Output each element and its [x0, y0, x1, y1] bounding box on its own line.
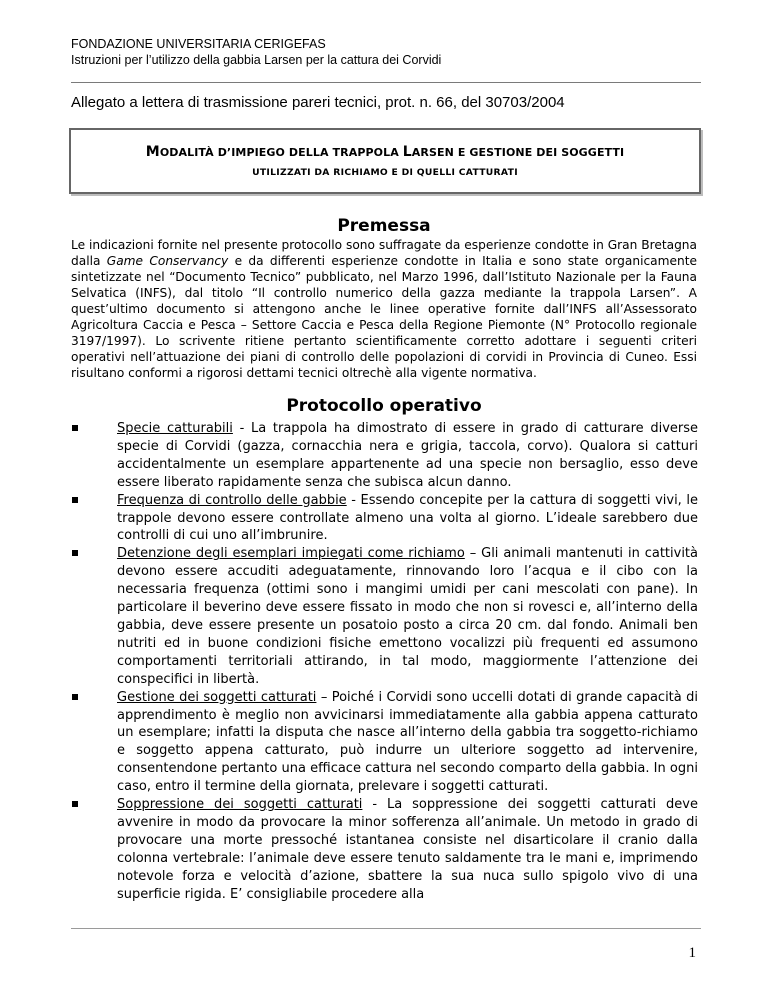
header-divider [71, 82, 701, 83]
header-organization: FONDAZIONE UNIVERSITARIA CERIGEFAS [71, 37, 326, 51]
allegato-line: Allegato a lettera di trasmissione pareri tecnici, prot. n. 66, del 30703/2004 [71, 94, 565, 111]
item-term: Soppressione dei soggetti catturati [117, 797, 363, 813]
item-term: Frequenza di controllo delle gabbie [117, 492, 347, 508]
bullet-icon [72, 550, 78, 556]
list-item [72, 796, 698, 903]
title-part: L [402, 144, 412, 160]
item-text: - La soppressione dei soggetti catturati deve avvenire in modo da provocare la minor sofferenza all’animale. Un metodo in grado di provocare una morte pressoché istantanea consiste nel disarticolare il cranio dalla colonna vertebrale: l’animale deve essere tenuto saldamente tra le mani e, imprimendo notevole forza e velocità d’azione, sbattere la sua nuca sullo spigolo vivo di una superficie rigida. E’ consigliabile procedere alla [117, 797, 698, 902]
bullet-icon [72, 801, 78, 807]
item-term: Specie catturabili [117, 421, 233, 436]
premessa-text-start: Le indicazioni fornite nel presente protocollo sono suffragate da esperienze condotte in Gran Bretagna dalla [71, 238, 697, 268]
list-item [72, 545, 698, 688]
running-header [71, 36, 711, 68]
title-line-1 [71, 144, 699, 160]
list-item [72, 492, 698, 546]
item-text: - Essendo concepite per la cattura di soggetti vivi, le trappole devono essere controllate almeno una volta al giorno. L’ideale sarebbero due controlli di cui uno all’imbrunire. [117, 492, 698, 544]
item-term: Gestione dei soggetti catturati [117, 689, 317, 705]
header-subtitle: Istruzioni per l’utilizzo della gabbia Larsen per la cattura dei Corvidi [71, 53, 442, 67]
premessa-paragraph [71, 237, 697, 381]
premessa-heading: Premessa [337, 216, 431, 236]
title-part: M [145, 144, 160, 160]
title-part: ODALITÀ D’IMPIEGO DELLA TRAPPOLA [159, 146, 403, 159]
protocollo-heading: Protocollo operativo [286, 396, 482, 416]
page-number: 1 [688, 945, 696, 961]
title-line-2: UTILIZZATI DA RICHIAMO E DI QUELLI CATTURATI [252, 167, 518, 178]
bullet-icon [72, 497, 78, 503]
item-text: – Poiché i Corvidi sono uccelli dotati di grande capacità di apprendimento è meglio non avvicinarsi immediatamente alla gabbia appena catturato un esemplare; infatti la disputa che nasce all’interno della gabbia tra soggetto-richiamo e soggetto appena catturato, può indurre un ulteriore soggetto ad intervenire, consentendone pertanto una efficace cattura nel secondo comparto della gabbia. In ogni caso, entro il termine della giornata, prelevare i soggetti catturati. [117, 689, 699, 795]
list-item [72, 689, 698, 796]
bullet-icon [72, 425, 78, 431]
title-part: ARSEN E GESTIONE DEI SOGGETTI [411, 146, 625, 159]
item-text: – Gli animali mantenuti in cattività devono essere accuditi adeguatamente, rinnovando loro l’acqua e il cibo con la necessaria frequenza (ottimi sono i mangimi umidi per cani mescolati con pane). In particolare il beverino deve essere fissato in modo che non si rovesci e, all’interno della gabbia, deve essere presente un posatoio posto a circa 20 cm. dal fondo. Animali ben nutriti ed in buone condizioni fisiche emettono vocalizzi più frequenti ed assumono comportamenti territoriali attirando, in tal modo, maggiormente l’attenzione dei conspecifici in libertà. [117, 546, 698, 687]
list-item [72, 420, 698, 492]
title-box [69, 128, 701, 194]
bullet-icon [72, 694, 78, 700]
premessa-text-italic: Game Conservancy [106, 254, 229, 268]
premessa-text-end: e da differenti esperienze condotte in Italia e sono state organicamente sintetizzate nel “Documento Tecnico” pubblicato, nel Marzo 1996, dall’Istituto Nazionale per la Fauna Selvatica (INFS), dal titolo “Il controllo numerico della gazza mediante la trappola Larsen”. A quest’ultimo documento si attengono anche le linee operative fornite dall’INFS all’Assessorato Agricoltura Caccia e Pesca – Settore Caccia e Pesca della Regione Piemonte (N° Protocollo regionale 3197/1997). Lo scrivente ritiene pertanto scientificamente corretto adottare i seguenti criteri operativi nell’attuazione dei piani di controllo delle popolazioni di corvidi in Provincia di Cuneo. Essi risultano conformi a rigorosi dettami tecnici oltrechè alla vigente normativa. [71, 254, 697, 380]
item-text: - La trappola ha dimostrato di essere in grado di catturare diverse specie di Corvidi (gazza, cornacchia nera e grigia, taccola, corvo). Qualora si catturi accidentalmente un esemplare appartenente ad una specie non bersaglio, esso deve essere liberato rapidamente senza che subisca alcun danno. [117, 421, 698, 490]
protocollo-list [72, 420, 698, 903]
footer-divider [71, 928, 701, 929]
item-term: Detenzione degli esemplari impiegati come richiamo [117, 546, 465, 562]
